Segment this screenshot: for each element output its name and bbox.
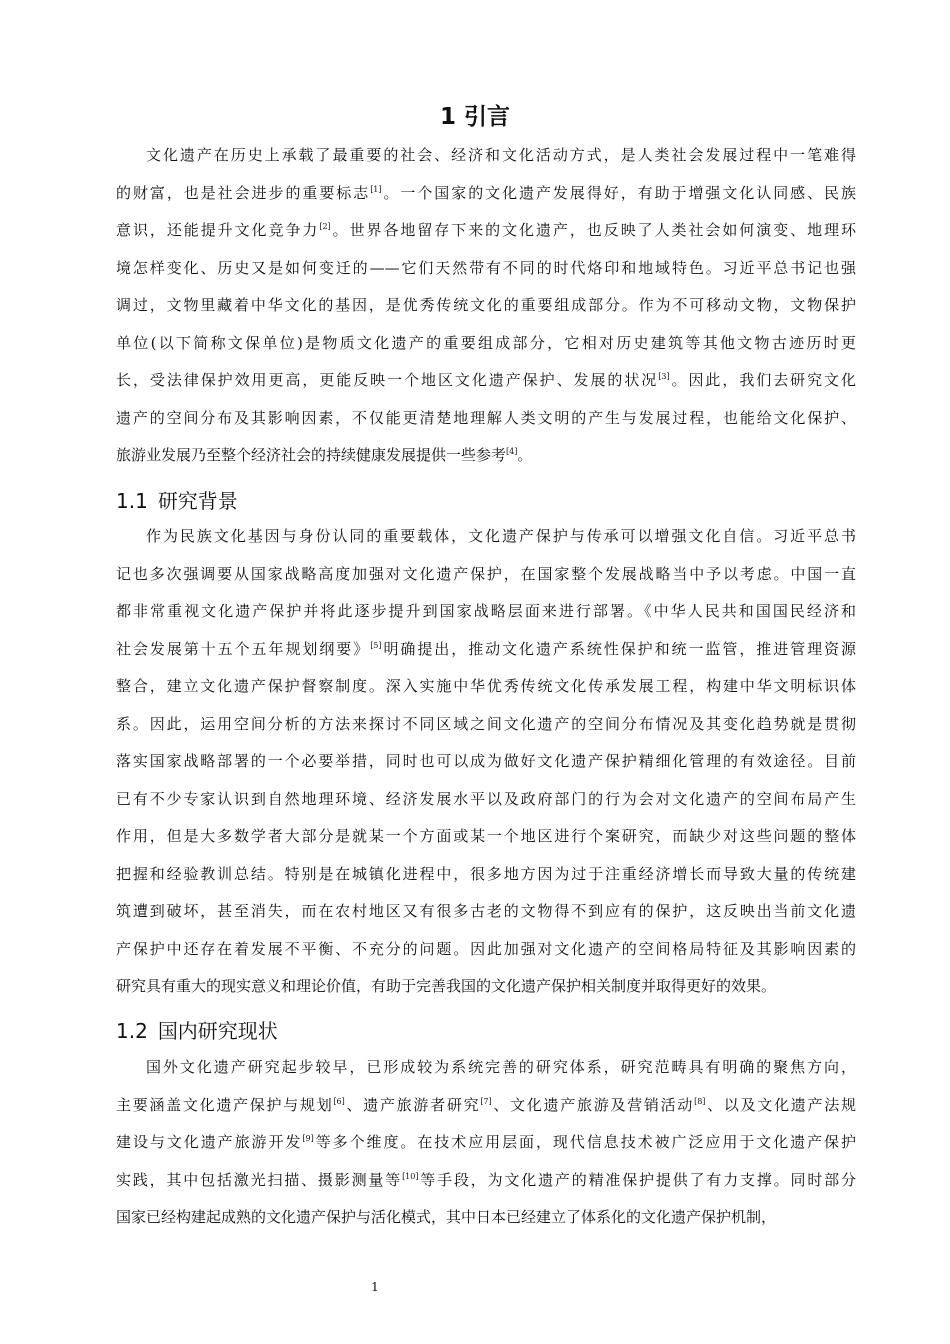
intro-paragraph <box>116 137 856 475</box>
section-heading-1-2 <box>116 1016 278 1046</box>
text-line <box>116 931 856 969</box>
text-segment: 单位(以下简称文保单位)是物质文化遗产的重要组成部分，它相对历史建筑等其他文物古迹历时更 <box>116 333 856 352</box>
text-segment: 国家已经构建起成熟的文化遗产保护与活化模式，其中日本已经建立了体系化的文化遗产保护机制， <box>116 1208 777 1226</box>
text-segment: 。世界各地留存下来的文化遗产，也反映了人类社会如何演变、地理环 <box>330 221 856 239</box>
text-line <box>116 856 856 894</box>
text-segment: 长，受法律保护效用更高，更能反映一个地区文化遗产保护、发展的状况 <box>116 371 659 389</box>
text-line <box>116 137 856 175</box>
text-line <box>116 400 856 438</box>
text-segment: 实践，其中包括激光扫描、摄影测量等 <box>116 1170 403 1189</box>
text-line <box>116 1162 856 1200</box>
text-segment: 国外文化遗产研究起步较早，已形成较为系统完善的研究体系，研究范畴具有明确的聚焦方向， <box>146 1058 856 1076</box>
text-line <box>116 556 856 594</box>
text-segment: 、文化遗产旅游及营销活动 <box>491 1095 695 1114</box>
text-segment: 的财富，也是社会进步的重要标志 <box>116 183 371 202</box>
text-segment: 落实国家战略部署的一个必要举措，同时也可以成为做好文化遗产保护精细化管理的有效途径。目前 <box>116 752 856 770</box>
text-segment: 整合，建立文化遗产保护督察制度。深入实施中华优秀传统文化传承发展工程，构建中华文明标识体 <box>116 677 856 695</box>
citation-ref: [7] <box>480 1096 492 1106</box>
section-number: 1.2 <box>116 1019 148 1043</box>
text-segment: 已有不少专家认识到自然地理环境、经济发展水平以及政府部门的行为会对文化遗产的空间布局产生 <box>116 789 856 808</box>
text-segment: 作用，但是大多数学者大部分是就某一个方面或某一个地区进行个案研究，而缺少对这些问题的整体 <box>116 827 856 845</box>
text-segment: 。因此，我们去研究文化 <box>669 371 856 389</box>
text-segment: 研究具有重大的现实意义和理论价值，有助于完善我国的文化遗产保护相关制度并取得更好的效果。 <box>116 977 777 995</box>
text-segment: 明确提出，推动文化遗产系统性保护和统一监管，推进管理资源 <box>381 639 856 658</box>
text-segment: 产保护中还存在着发展不平衡、不充分的问题。因此加强对文化遗产的空间格局特征及其影响因素的 <box>116 939 856 958</box>
text-segment: 筑遭到破坏，甚至消失，而在农村地区又有很多古老的文物得不到应有的保护，这反映出当前文化遗 <box>116 902 856 920</box>
chapter-heading: 1 引言 <box>439 104 510 130</box>
text-line <box>116 743 856 781</box>
text-line <box>116 893 856 931</box>
section-number: 1.1 <box>116 489 148 513</box>
text-line <box>116 325 856 363</box>
text-segment: 旅游业发展乃至整个经济社会的持续健康发展提供一些参考 <box>116 446 507 464</box>
text-segment: 建设与文化遗产旅游开发 <box>116 1133 303 1151</box>
text-line <box>116 1087 856 1125</box>
text-segment: 。 <box>517 446 533 464</box>
text-line <box>116 818 856 856</box>
text-segment: 。一个国家的文化遗产发展得好，有助于增强文化认同感、民族 <box>381 183 856 202</box>
text-line <box>116 1049 856 1087</box>
text-line <box>116 968 856 1006</box>
text-line <box>116 362 856 400</box>
text-line <box>116 668 856 706</box>
research-status-paragraph <box>116 1049 856 1237</box>
citation-ref: [9] <box>302 1134 314 1143</box>
text-line <box>116 706 856 744</box>
text-segment: 文化遗产在历史上承载了最重要的社会、经济和文化活动方式，是人类社会发展过程中一笔难得 <box>146 146 856 164</box>
text-line <box>116 518 856 556</box>
text-line <box>116 593 856 631</box>
citation-ref: [5] <box>370 640 382 650</box>
citation-ref: [8] <box>694 1096 706 1106</box>
text-segment: 系。因此，运用空间分析的方法来探讨不同区域之间文化遗产的空间分布情况及其变化趋势就是贯彻 <box>116 714 856 733</box>
text-line <box>116 437 856 475</box>
text-segment: 遗产的空间分布及其影响因素，不仅能更清楚地理解人类文明的产生与发展过程，也能给文化保护、 <box>116 408 856 427</box>
section-heading-1-1 <box>116 486 238 516</box>
text-segment: 作为民族文化基因与身份认同的重要载体，文化遗产保护与传承可以增强文化自信。习近平总书 <box>146 527 856 545</box>
text-segment: 调过，文物里藏着中华文化的基因，是优秀传统文化的重要组成部分。作为不可移动文物，文物保护 <box>116 296 856 314</box>
citation-ref: [6] <box>333 1096 345 1106</box>
text-segment: 记也多次强调要从国家战略高度加强对文化遗产保护，在国家整个发展战略当中予以考虑。中国一直 <box>116 564 856 583</box>
page-number: 1 <box>371 1280 379 1294</box>
text-segment: 把握和经验教训总结。特别是在城镇化进程中，很多地方因为过于注重经济增长而导致大量的传统建 <box>116 864 856 883</box>
citation-ref: [4] <box>506 447 518 456</box>
text-segment: 等多个维度。在技术应用层面，现代信息技术被广泛应用于文化遗产保护 <box>313 1133 856 1151</box>
background-paragraph <box>116 518 856 1006</box>
citation-ref: [2] <box>319 222 331 231</box>
text-line <box>116 250 856 288</box>
text-line <box>116 781 856 819</box>
section-title: 研究背景 <box>157 489 238 513</box>
text-segment: 主要涵盖文化遗产保护与规划 <box>116 1095 334 1114</box>
text-line <box>116 1199 856 1237</box>
text-line <box>116 631 856 669</box>
text-segment: 等手段，为文化遗产的精准保护提供了有力支撑。同时部分 <box>418 1170 856 1189</box>
text-line <box>116 212 856 250</box>
citation-ref: [3] <box>658 372 670 381</box>
text-segment: 社会发展第十五个五年规划纲要》 <box>116 639 371 658</box>
text-segment: 、以及文化遗产法规 <box>705 1095 856 1114</box>
section-title: 国内研究现状 <box>157 1019 278 1043</box>
text-segment: 都非常重视文化遗产保护并将此逐步提升到国家战略层面来进行部署。《中华人民共和国国民经济和 <box>116 602 856 620</box>
text-segment: 、遗产旅游者研究 <box>344 1095 481 1114</box>
text-segment: 意识，还能提升文化竞争力 <box>116 221 320 239</box>
text-line <box>116 175 856 213</box>
citation-ref: [1] <box>370 184 382 194</box>
text-line <box>116 287 856 325</box>
text-line <box>116 1124 856 1162</box>
citation-ref: [10] <box>402 1171 419 1181</box>
text-segment: 境怎样变化、历史又是如何变迁的——它们天然带有不同的时代烙印和地域特色。习近平总书记也强 <box>116 258 856 277</box>
